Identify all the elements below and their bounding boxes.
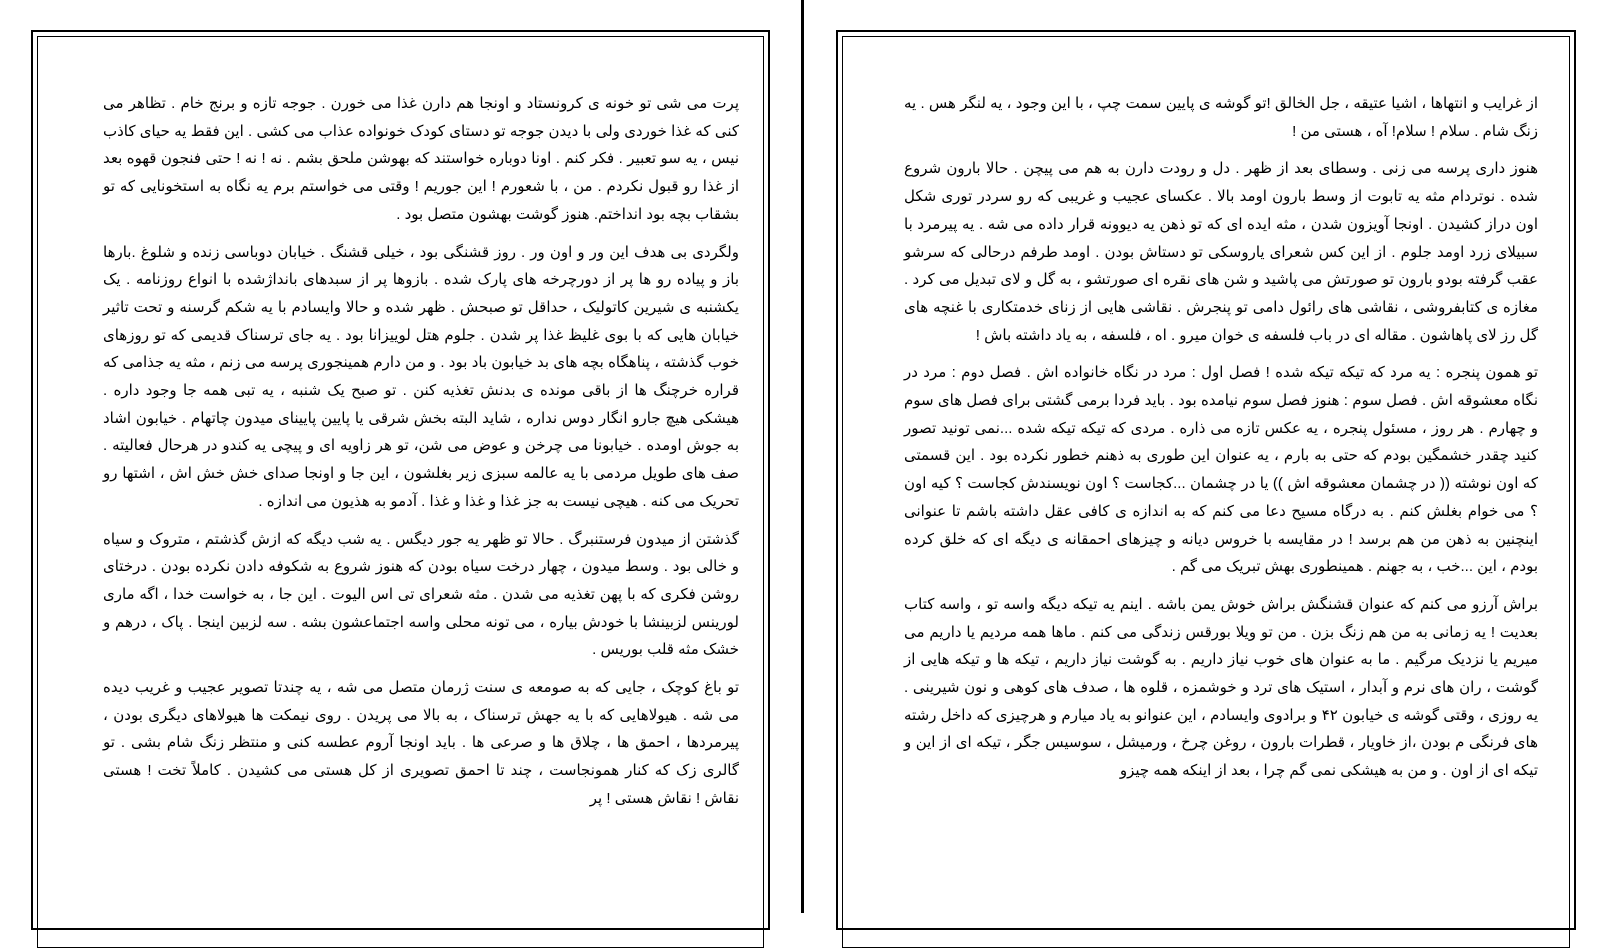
right-page [836,30,1576,930]
left-paragraph-1: پرت می شی تو خونه ی کرونستاد و اونجا هم دارن غذا می خورن . جوجه تازه و برنج خام . تظاهر می کنی که غذا خوردی ولی با دیدن جوجه تو دستای کودک خونواده عذاب می کشی . این فقط یه حیای کاذب نیس ، یه سو تعبیر . فکر کنم . اونا دوباره خواستند که بهوشن ملحق بشم . نه ! نه ! حتی فنجون قهوه بعد از غذا رو قبول نکردم . من ، با شعورم ! این جوریم ! وقتی می خواستم برم یه نگاه به استخونایی که تو بشقاب بچه بود انداختم. هنوز گوشت بهشون متصل بود . [103,95,739,223]
right-paragraph-4: براش آرزو می کنم که عنوان قشنگش براش خوش یمن باشه . اینم یه تیکه دیگه واسه تو ، واسه کتاب بعدیت ! یه زمانی به من هم زنگ بزن . من تو ویلا بورقس زندگی می کنم . ماها همه مردیم یا داریم می میریم یا نزدیک مرگیم . ما به عنوان های خوب نیاز داریم . به گوشت نیاز داریم ، تیکه ها و تیکه هایی از گوشت ، ران های نرم و آبدار ، استیک های ترد و خوشمزه ، قلوه ها ، صدف های کوهی و نون شیرینی . یه روزی ، وقتی گوشه ی خیابون ۴۲ و برادوی وایسادم ، این عنوانو به یاد میارم و هرچیزی که داخل رشته های فرنگی م بودن ،از خاویار ، قطرات بارون ، روغن چرخ ، ورمیشل ، سوسیس جگر ، تیکه ای از این و تیکه ای از اون . و من به هیشکی نمی گم چرا ، بعد از اینکه همه چیزو [904,595,1538,780]
left-page [31,30,770,930]
left-paragraph-3: گذشتن از میدون فرستنبرگ . حالا تو ظهر یه جور دیگس . یه شب دیگه که ازش گذشتم ، متروک و سیاه و خالی بود . وسط میدون ، چهار درخت سیاه بودن که هنوز شروع به شکوفه دادن نکرده بودن . درختای روشن فکری که با پهن تغذیه می شدن . مثه شعرای تی اس الیوت . این جا ، به خواست خدا ، اگه ماری لورینس لزبینشا با خودش بیاره ، می تونه محلی واسه اجتماعشون بشه . سه لزبین اینجا . پاک ، درهم و خشک مثه قلب بوریس . [103,530,739,659]
left-paragraph-2: ولگردی بی هدف این ور و اون ور . روز قشنگی بود ، خیلی قشنگ . خیابان دوباسی زنده و شلوغ .بارها باز و پیاده رو ها پر از دورچرخه های پارک شده . بازوها پر از سبدهای بانداژشده با انواع روزنامه . یک یکشنبه ی شیرین کاتولیک ، حداقل تو صبحش . ظهر شده و حالا وایسادم با یه شکم گرسنه و تحت تاثیر خیابان هایی که با بوی غلیظ غذا پر شدن . جلوم هتل لوییزانا بود . یه جای ترسناک قدیمی که تو روزهای خوب گذشته ، پناهگاه بچه های بد خیابون باد بود . و من دارم همینجوری پرسه می زنم ، مثه یه جذامی که قراره خرچنگ ها از باقی مونده ی بدنش تغذیه کنن . تو صبح یک شنبه ، یه تبی همه جا وجود داره . هیشکی هیچ جارو انگار دوس نداره ، شاید البته بخش شرقی یا پایین پایینای میدون چاتهام . خیابون اشاد به جوش اومده . خیابونا می چرخن و عوض می شن، تو هر زاویه ای و پیچی یه کندو در هرحال فعالیته . صف های طویل مردمی با یه عالمه سبزی زیر بغلشون ، این جا و اونجا صدای خش خش اش ، اشتها رو تحریک می کنه . هیچی نیست به جز غذا و غذا و غذا . آدمو به هذیون می اندازه . [103,243,739,510]
left-paragraph-4: تو باغ کوچک ، جایی که به صومعه ی سنت ژرمان متصل می شه ، یه چندتا تصویر عجیب و غریب دیده می شه . هیولاهایی که با یه جهش ترسناک ، به بالا می پریدن . روی نیمکت ها هیولاهای دیگری بودن ، پیرمردها ، احمق ها ، چلاق ها و صرعی ها . باید اونجا آروم عطسه کنی و منتظر زنگ شام بشی . تو گالری زک که کنار همونجاست ، چند تا احمق تصویری از کل هستی می کشیدن . کاملاً تخت ! هستی نقاش ! نقاش هستی ! پر [103,679,739,807]
right-paragraph-3: تو همون پنجره : یه مرد که تیکه تیکه شده ! فصل اول : مرد در نگاه خانواده اش . فصل دوم : مرد در نگاه معشوقه اش . فصل سوم : هنوز فصل سوم نیامده بود . باید فردا برمی گشتی برای فصل های سوم و چهارم . هر روز ، مسئول پنجره ، یه عکس تازه می ذاره . مردی که تیکه تیکه شده ...نمی تونید تصور کنید چقدر خشمگین بودم که حتی به بارم ، یه عنوان این طوری به ذهنم خطور نکرده بود . این قسمتی که اون نوشته (( در چشمان معشوقه اش )) یا در چشمان ...کجاست ؟ اون نویسندش کجاست ؟ کیه اون ؟ می خوام بغلش کنم . به درگاه مسیح دعا می کنم که به اندازه ی کافی عقل داشته باشم تا عنوانی اینچنین به ذهن من هم برسد ! در مقایسه با خروس دیانه و چیزهای احمقانه ی دیگه ای که خلق کرده بودم ، این ...خب ، به جهنم . همینطوری بهش تبریک می گم . [904,364,1538,576]
left-page-text [103,90,739,823]
right-paragraph-1: از غرایب و انتهاها ، اشیا عتیقه ، جل الخالق !تو گوشه ی پایین سمت چپ ، با این وجود ، یه لنگر هس . یه زنگ شام . سلام ! سلام! آه ، هستی من ! [904,95,1538,140]
right-paragraph-2: هنوز داری پرسه می زنی . وسطای بعد از ظهر . دل و رودت دارن به هم می پیچن . حالا بارون شروع شده . نوتردام مثه یه تابوت از وسط بارون اومد بالا . عکسای عجیب و غریبی که رو سردر توری شکل اون دراز کشیدن . اونجا آویزون شدن ، مثه ایده ای که تو ذهن یه دیوونه قرار داده می شه . یه پیرمرد با سبیلای زرد اومد جلوم . از این کس شعرای یاروسکی تو دستاش بودن . اومد طرفم درحالی که سرشو عقب گرفته بودو بارون تو صورتش می پاشید و شن های نقره ای صورتشو ، به گل و لای تبدیل می کرد . مغازه ی کتابفروشی ، نقاشی های رائول دامی تو پنجرش . نقاشی هایی از زنای خدمتکاری با غنچه های گل رز لای پاهاشون . مقاله ای در باب فلسفه ی خوان میرو . اه ، فلسفه ، به یاد داشته باش ! [904,160,1538,344]
right-page-text [904,90,1538,795]
page-divider [801,0,804,913]
